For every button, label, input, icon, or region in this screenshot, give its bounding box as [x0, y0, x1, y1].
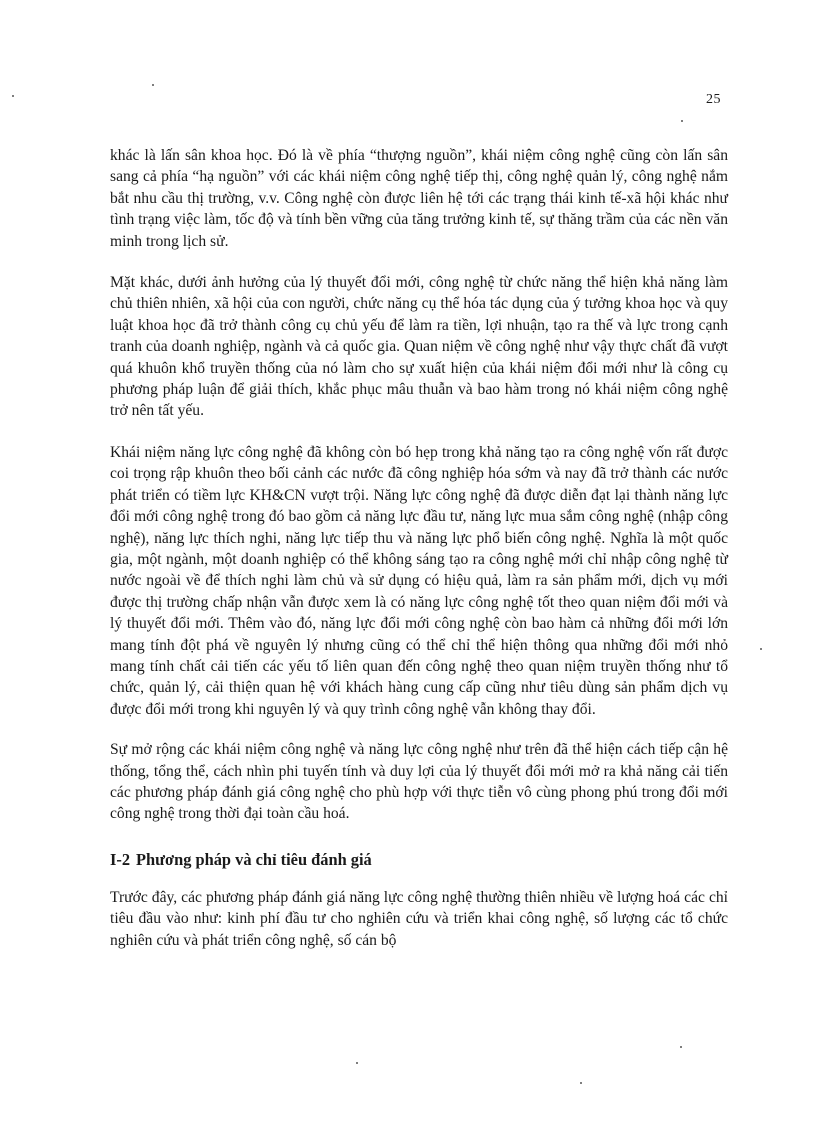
scan-speck — [680, 1046, 682, 1048]
scan-speck — [356, 1062, 358, 1064]
paragraph-4: Sự mở rộng các khái niệm công nghệ và năng lực công nghệ như trên đã thể hiện cách tiếp cận hệ thống, tổng thể, cách nhìn phi tuyến tính và duy lợi của lý thuyết đổi mới mở ra khả năng cải tiến các phương pháp đánh giá công nghệ cho phù hợp với thực tiễn vô cùng phong phú trong đổi mới công nghệ trong thời đại toàn cầu hoá. — [110, 741, 728, 823]
section-title: Phương pháp và chỉ tiêu đánh giá — [136, 849, 372, 869]
scan-speck — [760, 648, 762, 650]
paragraph-2: Mặt khác, dưới ảnh hưởng của lý thuyết đổi mới, công nghệ từ chức năng thể hiện khả năng làm chủ thiên nhiên, xã hội của con người, chức năng cụ thể hóa tác dụng của ý tưởng khoa học và quy luật khoa học đã trở thành công cụ chủ yếu để làm ra tiền, lợi nhuận, tạo ra thế và lực trong cạnh tranh của doanh nghiệp, ngành và cả quốc gia. Quan niệm về công nghệ như vậy thực chất đã vượt quá khuôn khổ truyền thống của nó làm cho sự xuất hiện của khái niệm đổi mới như là công cụ phương pháp luận để giải thích, khắc phục mâu thuẫn và bao hàm trong nó khái niệm công nghệ trở nên tất yếu. — [110, 274, 728, 420]
section-heading — [110, 849, 728, 871]
scan-speck — [681, 120, 683, 122]
section-number: I-2 — [110, 849, 131, 869]
page-number: 25 — [706, 92, 721, 107]
section-paragraph-1: Trước đây, các phương pháp đánh giá năng lực công nghệ thường thiên nhiều về lượng hoá các chỉ tiêu đầu vào như: kinh phí đầu tư cho nghiên cứu và triển khai công nghệ, số lượng các tổ chức nghiên cứu và phát triển công nghệ, số cán bộ — [110, 888, 728, 949]
scan-speck — [580, 1082, 582, 1084]
scan-speck — [152, 84, 154, 86]
page-content — [110, 145, 728, 951]
paragraph-3: Khái niệm năng lực công nghệ đã không còn bó hẹp trong khả năng tạo ra công nghệ vốn rất được coi trọng rập khuôn theo bối cảnh các nước đã công nghiệp hóa sớm và nay đã trở thành các nước phát triển có tiềm lực KH&CN vượt trội. Năng lực công nghệ đã được diễn đạt lại thành năng lực đổi mới công nghệ trong đó bao gồm cả năng lực đầu tư, năng lực mua sắm công nghệ (nhập công nghệ), năng lực thích nghi, năng lực tiếp thu và năng lực phổ biến công nghệ. Nghĩa là một quốc gia, một ngành, một doanh nghiệp có thể không sáng tạo ra công nghệ mới chỉ nhập công nghệ từ nước ngoài về để thích nghi làm chủ và sử dụng có hiệu quả, làm ra sản phẩm mới, dịch vụ mới được thị trường chấp nhận vẫn được xem là có năng lực công nghệ tốt theo quan niệm đổi mới và lý thuyết đổi mới. Thêm vào đó, năng lực đổi mới công nghệ còn bao hàm cả những đổi mới lớn mang tính đột phá về nguyên lý nhưng cũng có thể chỉ thể hiện thông qua những đổi mới nhỏ mang tính chất cải tiến các yếu tố liên quan đến công nghệ theo quan niệm truyền thống như tổ chức, quản lý, cải thiện quan hệ với khách hàng cung cấp cũng như tiêu dùng sản phẩm dịch vụ được đổi mới trong khi nguyên lý và quy trình công nghệ vẫn không thay đổi. — [110, 443, 728, 718]
scan-speck — [12, 95, 14, 97]
paragraph-1: khác là lấn sân khoa học. Đó là về phía “thượng nguồn”, khái niệm công nghệ cũng còn lấn sân sang cả phía “hạ nguồn” với các khái niệm công nghệ tiếp thị, công nghệ quản lý, công nghệ nắm bắt nhu cầu thị trường, v.v. Công nghệ còn được liên hệ tới các trạng thái kinh tế-xã hội khác như tình trạng việc làm, tốc độ và tính bền vững của tăng trưởng kinh tế, sự thăng trầm của các nền văn minh trong lịch sử. — [110, 147, 728, 250]
